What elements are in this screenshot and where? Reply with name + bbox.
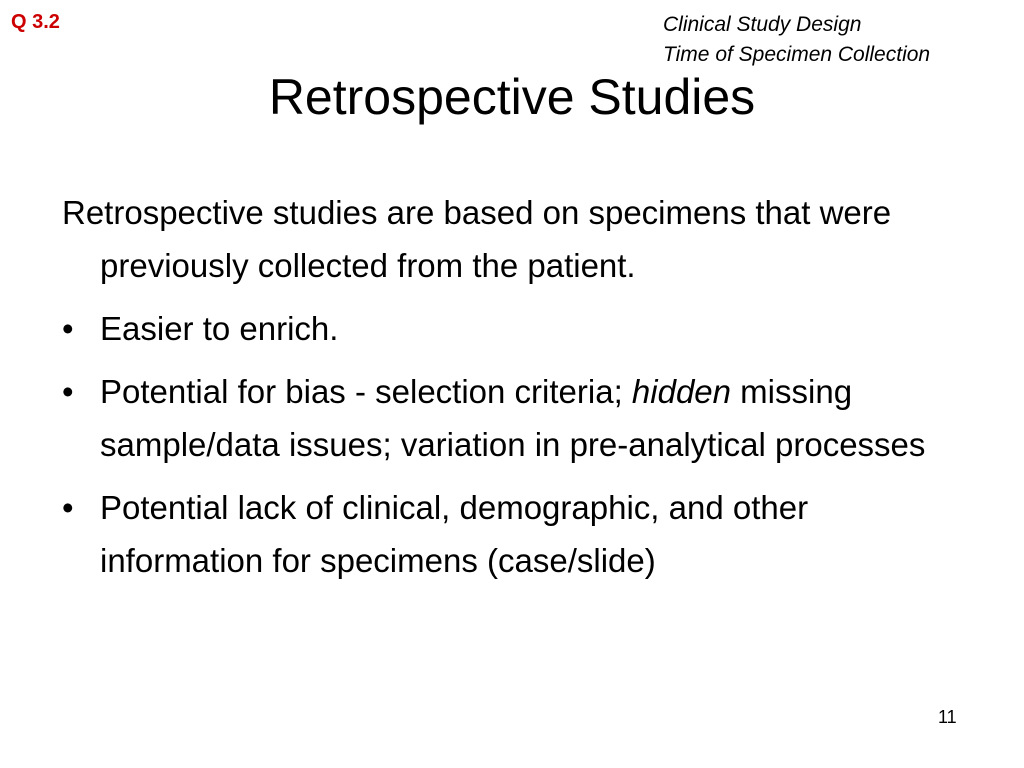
bullet-text: Easier to enrich. (100, 310, 339, 347)
bullet-marker: • (62, 310, 74, 347)
bullet-text-after: missing sample/data issues; variation in pre-analytical processes (100, 373, 926, 463)
bullet-item-enrich (62, 302, 967, 355)
slide-body (62, 186, 967, 597)
header-note-line-2: Time of Specimen Collection (663, 43, 931, 66)
bullet-marker: • (62, 373, 74, 410)
bullet-text: Potential lack of clinical, demographic, and other information for specimens (case/slide) (100, 489, 809, 579)
bullet-text-emphasis: hidden (631, 373, 732, 410)
bullet-item-bias (62, 365, 967, 471)
bullet-item-info (62, 481, 967, 587)
intro-paragraph: Retrospective studies are based on specimens that were previously collected from the patient. (62, 194, 892, 284)
slide-title: Retrospective Studies (268, 69, 756, 125)
header-note (663, 10, 930, 70)
header-note-line-1: Clinical Study Design (663, 13, 862, 36)
bullet-text-before: Potential for bias - selection criteria; (100, 373, 632, 410)
slide-tag: Q 3.2 (11, 11, 60, 33)
bullet-marker: • (62, 489, 74, 526)
bullet-list (62, 302, 967, 587)
slide-number: 11 (938, 707, 957, 727)
